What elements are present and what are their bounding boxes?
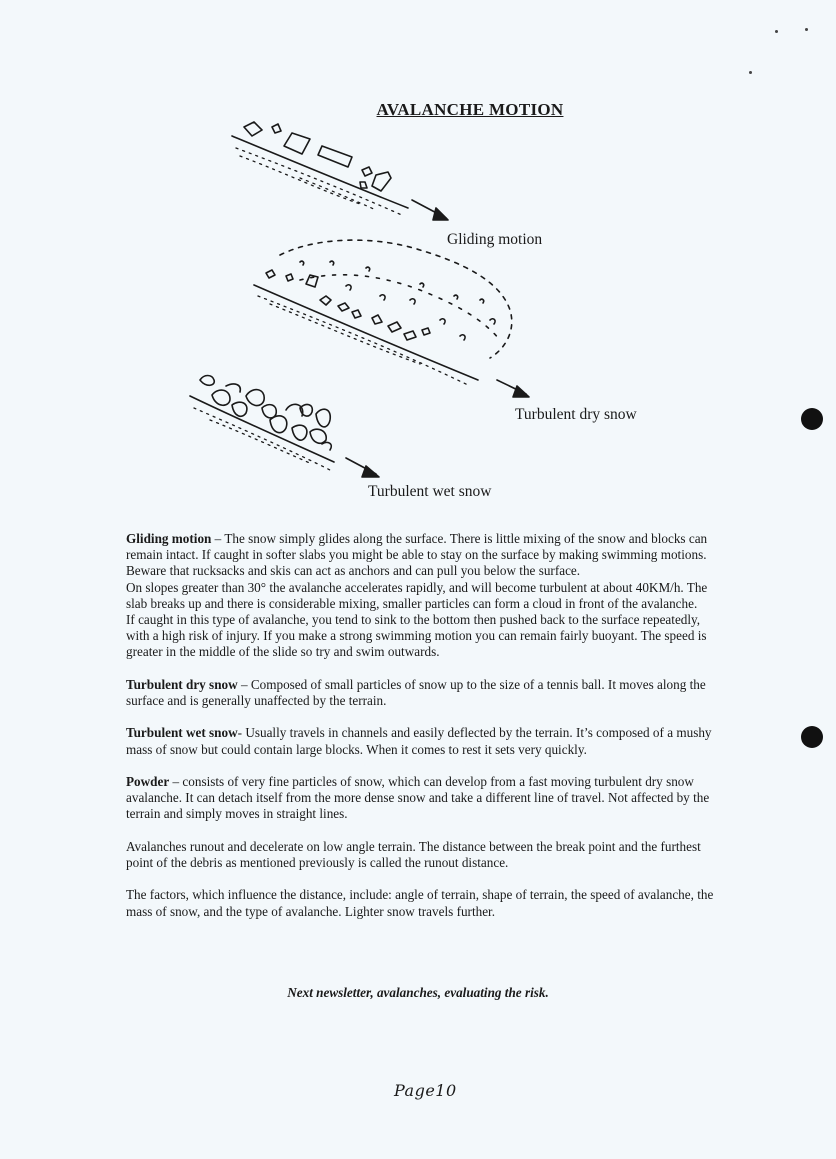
paragraph-gliding-motion bbox=[126, 531, 726, 580]
turbulent-wet-snow-drawing bbox=[190, 376, 379, 478]
paragraph-powder bbox=[126, 774, 726, 823]
paragraph-turbulent-wet-snow bbox=[126, 725, 726, 757]
paragraph-label: Turbulent dry snow bbox=[126, 676, 238, 692]
body-text bbox=[126, 531, 726, 936]
punch-hole-icon bbox=[801, 726, 823, 748]
paragraph-caught bbox=[126, 612, 726, 661]
caption-turbulent-dry-snow: Turbulent dry snow bbox=[515, 406, 637, 423]
caption-gliding-motion: Gliding motion bbox=[447, 231, 543, 248]
paragraph-label: Turbulent wet snow bbox=[126, 725, 238, 741]
paragraph-slopes bbox=[126, 580, 726, 612]
caption-turbulent-wet-snow: Turbulent wet snow bbox=[368, 483, 492, 500]
scan-speck bbox=[805, 28, 808, 31]
paragraph-text: Avalanches runout and decelerate on low angle terrain. The distance between the break point and the furthest point of the debris as mentioned previously is called the runout distance. bbox=[126, 838, 701, 870]
turbulent-dry-snow-drawing bbox=[254, 240, 529, 397]
paragraph-label: Gliding motion bbox=[126, 531, 212, 546]
scan-speck bbox=[775, 30, 778, 33]
paragraph-turbulent-dry-snow bbox=[126, 677, 726, 709]
page-number: Page10 bbox=[394, 1081, 457, 1100]
paragraph-text: - Usually travels in channels and easily deflected by the terrain. It’s composed of a mushy mass of snow but could contain large blocks. When it comes to rest it sets very quickly. bbox=[126, 725, 712, 757]
paragraph-text: On slopes greater than 30° the avalanche accelerates rapidly, and will become turbulent at about 40KM/h. The slab breaks up and there is considerable mixing, smaller particles can form a cloud in front of the avalanche. bbox=[126, 579, 708, 611]
paragraph-text: The factors, which influence the distance, include: angle of terrain, shape of terrain, the speed of avalanche, the mass of snow, and the type of avalanche. Lighter snow travels further. bbox=[126, 887, 714, 919]
paragraph-factors bbox=[126, 887, 726, 919]
paragraph-text: If caught in this type of avalanche, you tend to sink to the bottom then pushed back to the surface repeatedly, with a high risk of injury. If you make a strong swimming motion you can remain fairly buoyant. The speed is greater in the middle of the slide so try and swim outwards. bbox=[126, 612, 707, 660]
paragraph-text: – Composed of small particles of snow up to the size of a tennis ball. It moves along the surface and is generally unaffected by the terrain. bbox=[126, 676, 706, 709]
punch-hole-icon bbox=[801, 408, 823, 430]
paragraph-text: – consists of very fine particles of snow, which can develop from a fast moving turbulent dry snow avalanche. It can detach itself from the more dense snow and take a different line of travel. Not affected by the terrain and simply moves in straight lines. bbox=[126, 774, 710, 822]
scan-speck bbox=[749, 71, 752, 74]
next-newsletter-note: Next newsletter, avalanches, evaluating the risk. bbox=[287, 985, 549, 1000]
gliding-motion-drawing bbox=[232, 122, 448, 220]
paragraph-label: Powder bbox=[126, 774, 170, 789]
paragraph-runout bbox=[126, 839, 726, 871]
page-title: AVALANCHE MOTION bbox=[376, 100, 564, 119]
paragraph-text: – The snow simply glides along the surface. There is little mixing of the snow and blocks can remain intact. If caught in softer slabs you might be able to stay on the surface by making swimming motions. Beware that rucksacks and skis can act as anchors and can pull you below the surface. bbox=[126, 531, 708, 579]
avalanche-illustration bbox=[0, 0, 836, 520]
